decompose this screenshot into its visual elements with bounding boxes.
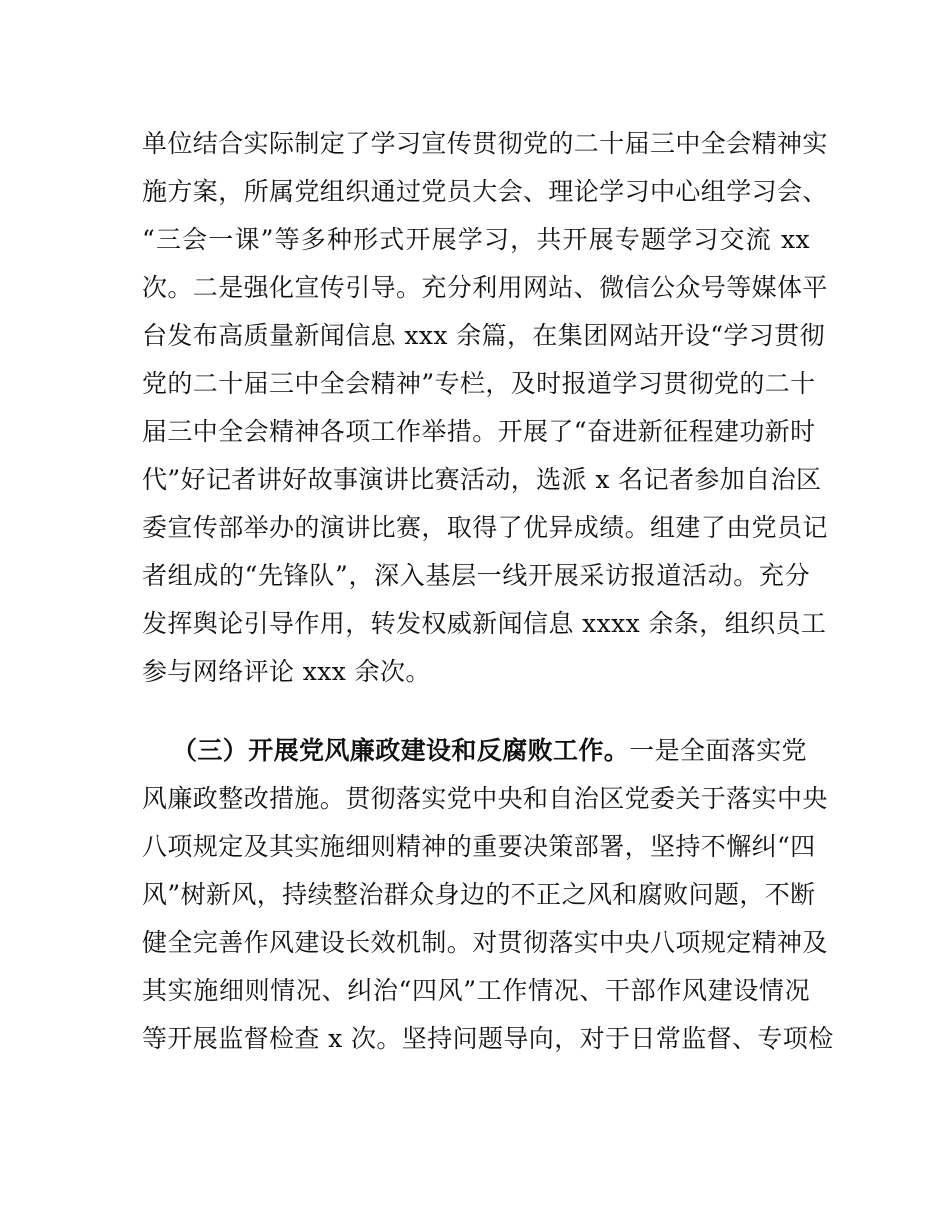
paragraph-line: 风”树新风，持续整治群众身边的不正之风和腐败问题，不断 <box>142 880 816 909</box>
paragraph-line: 单位结合实际制定了学习宣传贯彻党的二十届三中全会精神实 <box>142 129 828 158</box>
paragraph-line: 施方案，所属党组织通过党员大会、理论学习中心组学习会、 <box>142 177 828 206</box>
paragraph-line: 风廉政整改措施。贯彻落实党中央和自治区党委关于落实中央 <box>142 784 828 813</box>
paragraph-line: 等开展监督检查 x 次。坚持问题导向，对于日常监督、专项检 <box>142 1024 834 1053</box>
paragraph-line: 健全完善作风建设长效机制。对贯彻落实中央八项规定精神及 <box>142 928 828 957</box>
paragraph-line: 党的二十届三中全会精神”专栏，及时报道学习贯彻党的二十 <box>142 369 816 398</box>
paragraph-line: 者组成的“先锋队”，深入基层一线开展采访报道活动。充分 <box>142 561 810 590</box>
paragraph-line: 台发布高质量新闻信息 xxx 余篇，在集团网站开设“学习贯彻 <box>142 321 825 350</box>
section-heading: （三）开展党风廉政建设和反腐败工作。 <box>172 736 630 765</box>
paragraph-line: 届三中全会精神各项工作举措。开展了“奋进新征程建功新时 <box>142 417 816 446</box>
paragraph-line: 参与网络评论 xxx 余次。 <box>142 657 431 686</box>
section-heading-line <box>172 727 810 775</box>
paragraph-line: 次。二是强化宣传引导。充分利用网站、微信公众号等媒体平 <box>142 273 828 302</box>
paragraph-line: “三会一课”等多种形式开展学习，共开展专题学习交流 xx <box>142 225 810 254</box>
paragraph-line: 八项规定及其实施细则精神的重要决策部署，坚持不懈纠“四 <box>142 832 816 861</box>
paragraph-line: 代”好记者讲好故事演讲比赛活动，选派 x 名记者参加自治区 <box>142 465 822 494</box>
paragraph-line: 委宣传部举办的演讲比赛，取得了优异成绩。组建了由党员记 <box>142 513 828 542</box>
section-heading-continuation: 一是全面落实党 <box>629 736 808 765</box>
paragraph-line: 发挥舆论引导作用，转发权威新闻信息 xxxx 余条，组织员工 <box>142 609 827 638</box>
paragraph-line: 其实施细则情况、纠治“四风”工作情况、干部作风建设情况 <box>142 976 810 1005</box>
